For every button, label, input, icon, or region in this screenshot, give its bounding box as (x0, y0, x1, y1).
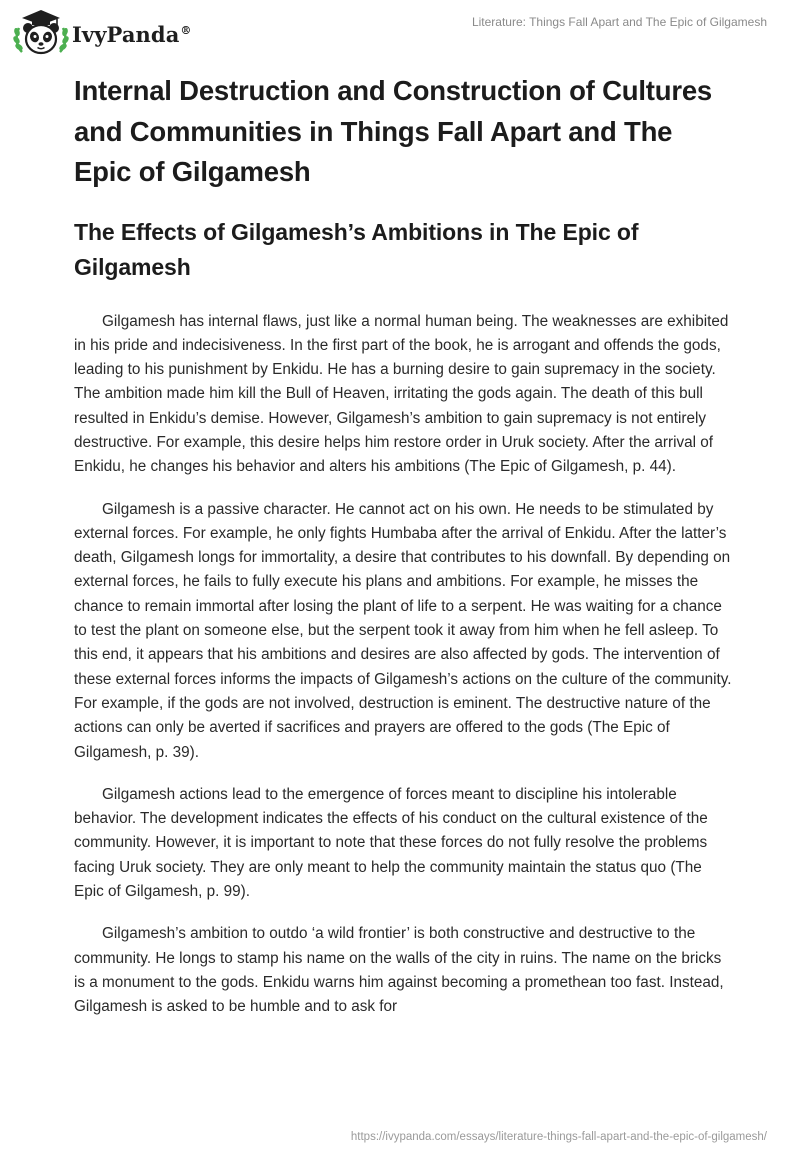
brand-name-text: IvyPanda (72, 21, 180, 47)
running-header-title: Literature: Things Fall Apart and The Epic of Gilgamesh (471, 15, 767, 29)
section-heading: The Effects of Gilgamesh’s Ambitions in The Epic of Gilgamesh (74, 218, 639, 280)
article-title: Internal Destruction and Construction of Cultures and Communities in Things Fall Apart and The Epic of Gilgamesh (74, 75, 713, 187)
paragraph-2: Gilgamesh is a passive character. He cannot act on his own. He needs to be stimulated by external forces. For example, he only fights Humbaba after the arrival of Enkidu. After the latter’s death, Gilgamesh longs for immortality, a desire that contributes to his downfall. By depending on external forces, he fails to fully execute his plans and ambitions. For example, he misses the chance to remain immortal after losing the plant of life to a serpent. He was waiting for a chance to test the plant on someone else, but the serpent took it away from him when he fell asleep. To this end, it appears that his ambitions and desires are also affected by gods. The intervention of these external forces informs the impacts of Gilgamesh’s actions on the culture of the community. For example, if the gods are not involved, destruction is eminent. The destructive nature of the actions can only be averted if sacrifices and prayers are offered to the gods (The Epic of Gilgamesh, p. 39). (74, 500, 732, 761)
page-header (0, 0, 800, 64)
panda-graduate-icon (12, 8, 70, 58)
brand-logo[interactable] (12, 8, 192, 58)
registered-mark: ® (180, 23, 192, 37)
paragraph-4: Gilgamesh’s ambition to outdo ‘a wild frontier’ is both constructive and destructive to the community. He longs to stamp his name on the walls of the city in ruins. The name on the bricks is a monument to the gods. Enkidu warns him against becoming a promethean too fast. Instead, Gilgamesh is asked to be humble and to ask for (74, 925, 724, 1016)
brand-name (72, 22, 192, 47)
paragraph-3: Gilgamesh actions lead to the emergence of forces meant to discipline his intolerable behavior. The development indicates the effects of his conduct on the cultural existence of the community. However, it is important to note that these forces do not fully resolve the problems facing Uruk society. They are only meant to help the community maintain the status quo (The Epic of Gilgamesh, p. 99). (74, 785, 708, 901)
paragraph-1: Gilgamesh has internal flaws, just like a normal human being. The weaknesses are exhibited in his pride and indecisiveness. In the first part of the book, he is arrogant and offends the gods, leading to his punishment by Enkidu. He has a burning desire to gain supremacy in the society. The ambition made him kill the Bull of Heaven, irritating the gods again. The death of this bull resulted in Enkidu’s demise. However, Gilgamesh’s ambition to gain supremacy is not entirely destructive. For example, this desire helps him restore order in Uruk society. After the arrival of Enkidu, he changes his behavior and alters his ambitions (The Epic of Gilgamesh, p. 44). (74, 312, 729, 476)
source-url[interactable]: https://ivypanda.com/essays/literature-things-fall-apart-and-the-epic-of-gilgamesh/ (350, 1131, 767, 1143)
article-body (74, 71, 734, 1020)
